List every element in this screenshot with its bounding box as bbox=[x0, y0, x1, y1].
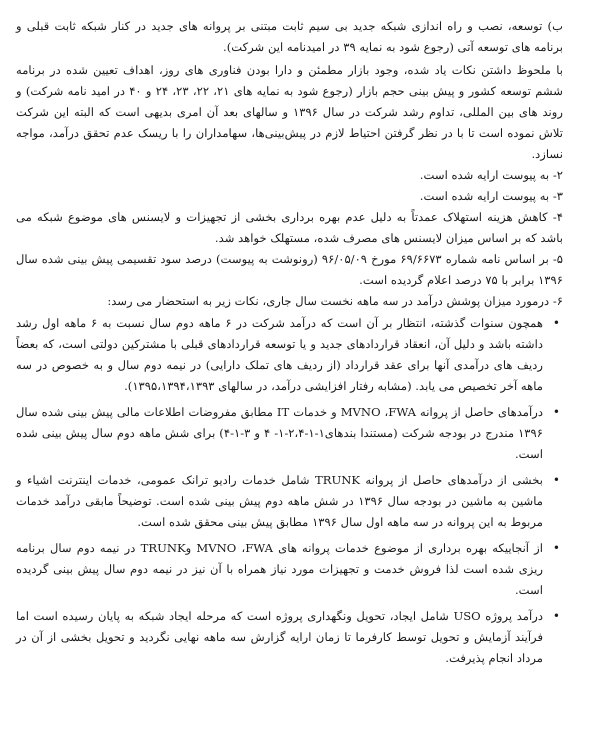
item-3: ۳- به پیوست ارایه شده است. bbox=[419, 189, 563, 203]
bullet-icon: • bbox=[552, 609, 560, 623]
paragraph-b: ب) توسعه، نصب و راه اندازی شبکه جدید بی سیم ثابت مبتنی بر پروانه های جدید در کنار شبکه ثابت قبلی و برنامه های توسعه آتی (رجوع شود به نمایه ۳۹ در امیدنامه این شرکت). bbox=[16, 19, 563, 54]
bullet-icon: • bbox=[552, 316, 560, 330]
bullet-text: درآمدهای حاصل از پروانه MVNO ،FWA و خدمات IT مطابق مفروضات اطلاعات مالی پیش بینی شده سال ۱۳۹۶ مندرج در بودجه شرکت (مستندا بندهای۱-۱-۲،۴-۱- ۴ و ۳-۱-۴) برای شش ماهه دوم سال پیش بینی شده است. bbox=[16, 405, 543, 461]
bullet-text: از آنجاییکه بهره برداری از موضوع خدمات پروانه های MVNO ،FWA وTRUNK در نیمه دوم سال برنامه ریزی شده است لذا فروش خدمت و تجهیزات مورد نیاز همراه با آن نیز در نیمه دوم سال پیش بینی گردیده است. bbox=[16, 541, 543, 597]
item-4: ۴- کاهش هزینه استهلاک عمدتاً به دلیل عدم بهره برداری بخشی از تجهیزات و لایسنس های موضوع شبکه می باشد که بر اساس میزان لایسنس های مصرف شده، مستهلک خواهد شد. bbox=[16, 210, 563, 245]
bullet-item bbox=[16, 402, 560, 465]
paragraph-intro: با ملحوظ داشتن نکات یاد شده، وجود بازار مطمئن و دارا بودن فناوری های روز، اهداف تعیین شده در برنامه ششم توسعه کشور و پیش بینی حجم بازار (رجوع شود به نمایه های ۲۱، ۲۲، ۲۳، ۲۴ و ۴۰ در امید نامه شرکت) و روند های بین المللی، تداوم رشد شرکت در سال ۱۳۹۶ و سالهای بعد آن امری بدیهی است که البته این شرکت تلاش نموده است تا با در نظر گرفتن احتیاط لازم در پیش‌بینی‌ها، سهامداران را با ریسک عدم تحقق درآمد، مواجه نسازد. bbox=[16, 63, 563, 161]
bullet-list bbox=[16, 313, 563, 669]
item-6: ۶- درمورد میزان پوشش درآمد در سه ماهه نخست سال جاری، نکات زیر به استحضار می رسد: bbox=[107, 294, 563, 308]
item-5: ۵- بر اساس نامه شماره ۶۹/۶۶۷۳ مورخ ۹۶/۰۵/۰۹ (رونوشت به پیوست) درصد سود تقسیمی پیش بینی شده سال ۱۳۹۶ برابر با ۷۵ درصد اعلام گردیده است. bbox=[16, 252, 563, 287]
bullet-text: بخشی از درآمدهای حاصل از پروانه TRUNK شامل خدمات رادیو ترانک عمومی، خدمات اینترنت اشیاء و ماشین به ماشین در بودجه سال ۱۳۹۶ در شش ماهه دوم پیش بینی شده است. توضیحاً مابقی درآمد خدمات مربوط به این پروانه در سه ماهه اول سال ۱۳۹۶ مطابق پیش بینی محقق شده است. bbox=[16, 473, 543, 529]
bullet-icon: • bbox=[552, 541, 560, 555]
bullet-icon: • bbox=[552, 473, 560, 487]
bullet-item bbox=[16, 606, 560, 669]
bullet-text: درآمد پروژه USO شامل ایجاد، تحویل ونگهداری پروژه است که مرحله ایجاد شبکه به پایان رسیده است اما فرآیند آزمایش و تحویل توسط کارفرما تا زمان ارایه گزارش سه ماهه نهایی نگردید و تحویل بخشی از آن در مرداد انجام پذیرفت. bbox=[16, 609, 543, 665]
bullet-item bbox=[16, 538, 560, 601]
bullet-item bbox=[16, 313, 560, 397]
bullet-icon: • bbox=[552, 405, 560, 419]
bullet-text: همچون سنوات گذشته، انتظار بر آن است که درآمد شرکت در ۶ ماهه دوم سال نسبت به ۶ ماهه اول رشد داشته باشد و دلیل آن، انعقاد قراردادهای جدید و یا توسعه قراردادهای قبلی با مشترکین دولتی است، که بعضاً ردیف های درآمدی آنها برای عقد قرارداد (از ردیف های تملک دارایی) در نیمه دوم سال و به خصوص در سه ماهه آخر تخصیص می یابد. (مشابه رفتار افزایشی درآمد، در سالهای ۱۳۹۵،۱۳۹۴،۱۳۹۳). bbox=[16, 316, 543, 393]
bullet-item bbox=[16, 470, 560, 533]
item-2: ۲- به پیوست ارایه شده است. bbox=[419, 168, 563, 182]
